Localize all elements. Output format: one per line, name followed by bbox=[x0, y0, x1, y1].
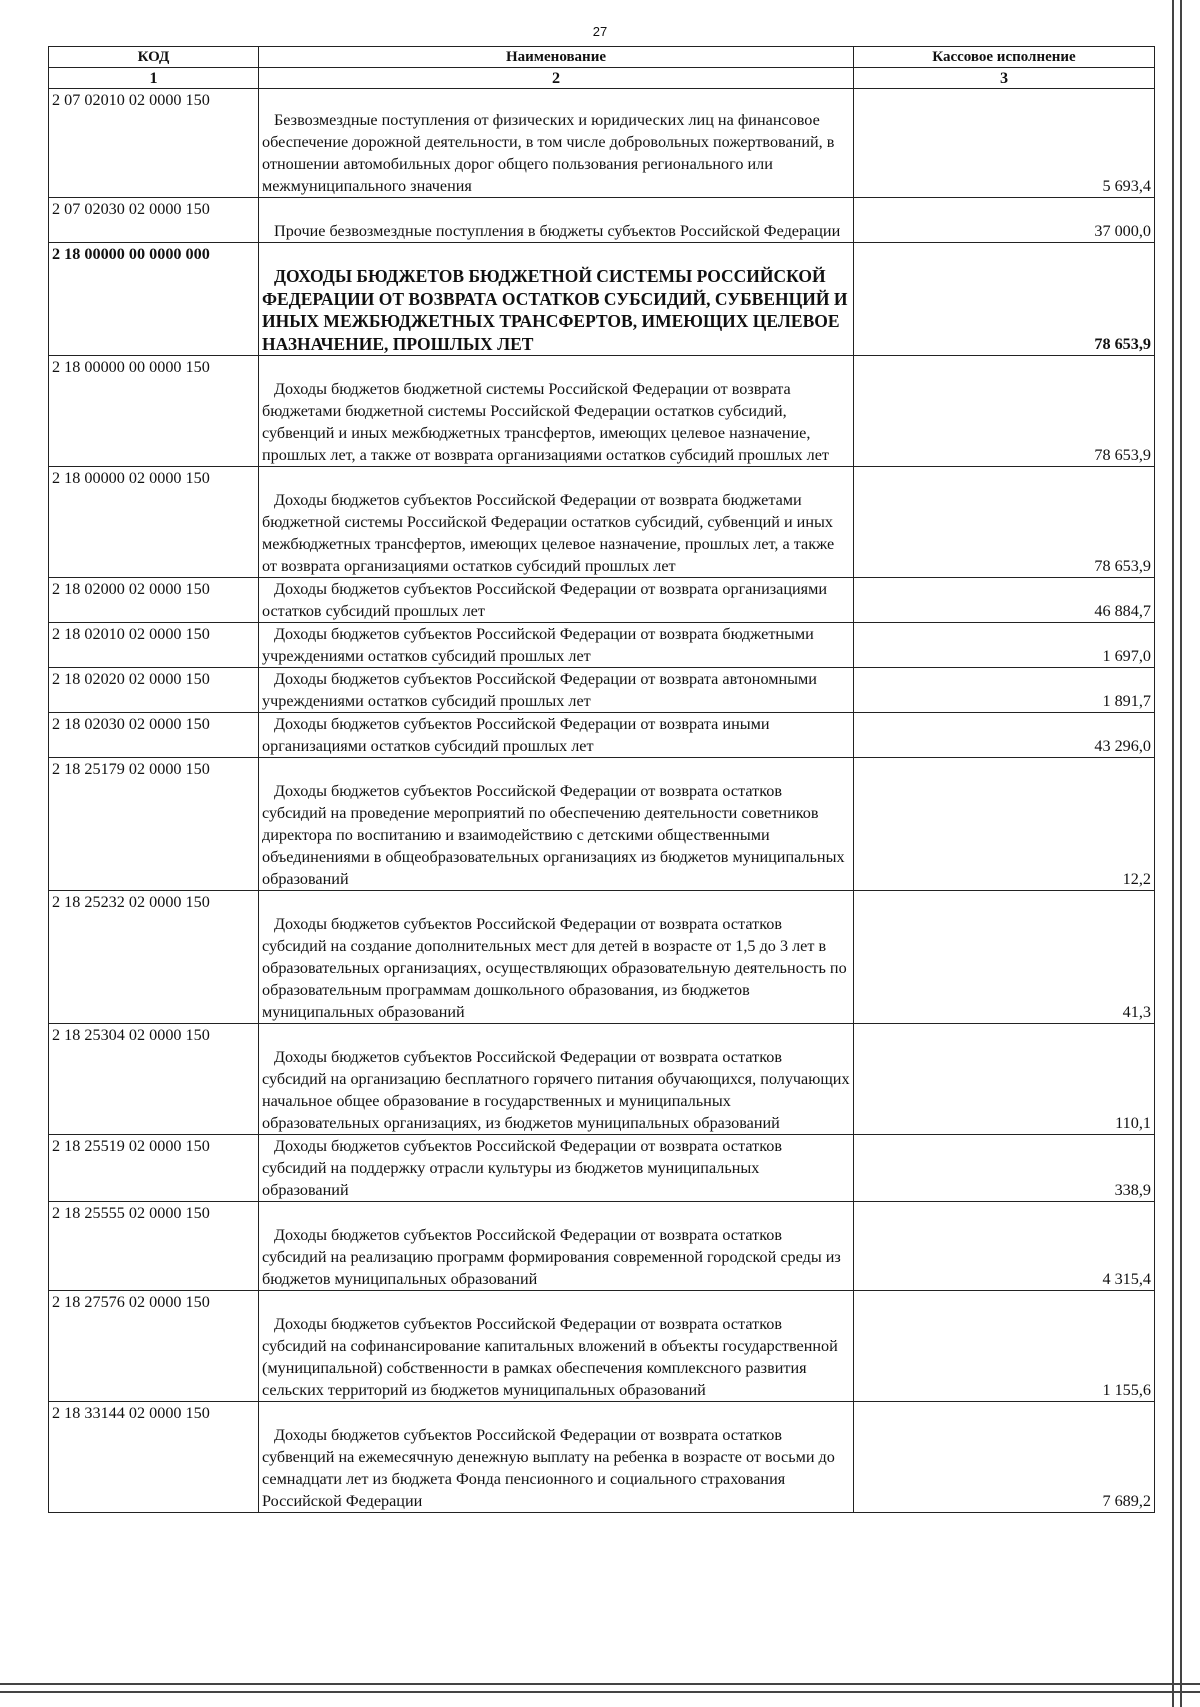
row-name bbox=[259, 1291, 854, 1402]
table-row bbox=[49, 89, 1155, 198]
revenue-table bbox=[48, 46, 1155, 1513]
row-name-text: Доходы бюджетов субъектов Российской Федерации от возврата остатков субвенций на ежемесячную денежную выплату на ребенка в возрасте от восьми до семнадцати лет из бюджета Фонда пенсионного и социального страхования Российской Федерации bbox=[262, 1426, 835, 1510]
column-number-3: 3 bbox=[854, 68, 1155, 89]
row-name-text: Доходы бюджетов субъектов Российской Федерации от возврата остатков субсидий на проведение мероприятий по обеспечению деятельности советников директора по воспитанию и взаимодействию с детскими общественными объединениями в общеобразовательных организациях из бюджетов муниципальных образований bbox=[262, 782, 845, 888]
row-name bbox=[259, 668, 854, 713]
row-name bbox=[259, 89, 854, 198]
row-code: 2 18 33144 02 0000 150 bbox=[49, 1402, 259, 1513]
page-bottom-border bbox=[0, 1683, 1200, 1693]
row-amount: 46 884,7 bbox=[854, 578, 1155, 623]
row-name bbox=[259, 243, 854, 356]
row-name bbox=[259, 1402, 854, 1513]
table-row bbox=[49, 578, 1155, 623]
column-number-1: 1 bbox=[49, 68, 259, 89]
row-code: 2 18 02030 02 0000 150 bbox=[49, 713, 259, 758]
row-name-text: Доходы бюджетов бюджетной системы Российской Федерации от возврата бюджетами бюджетной системы Российской Федерации остатков субсидий, субвенций и иных межбюджетных трансфертов, имеющих целевое назначение, прошлых лет, а также от возврата организациями остатков субсидий прошлых лет bbox=[262, 380, 829, 464]
table-row bbox=[49, 758, 1155, 891]
row-amount: 12,2 bbox=[854, 758, 1155, 891]
row-name-text: Доходы бюджетов субъектов Российской Федерации от возврата остатков субсидий на создание дополнительных мест для детей в возрасте от 1,5 до 3 лет в образовательных организациях, осуществляющих образовательную деятельность по образовательным программам дошкольного образования, из бюджетов муниципальных образований bbox=[262, 915, 847, 1021]
row-code: 2 07 02010 02 0000 150 bbox=[49, 89, 259, 198]
table-row-total bbox=[49, 243, 1155, 356]
row-amount: 41,3 bbox=[854, 891, 1155, 1024]
page-number: 27 bbox=[592, 24, 608, 39]
row-name-text: ДОХОДЫ БЮДЖЕТОВ БЮДЖЕТНОЙ СИСТЕМЫ РОССИЙСКОЙ ФЕДЕРАЦИИ ОТ ВОЗВРАТА ОСТАТКОВ СУБСИДИЙ, СУБВЕНЦИЙ И ИНЫХ МЕЖБЮДЖЕТНЫХ ТРАНСФЕРТОВ, ИМЕЮЩИХ ЦЕЛЕВОЕ НАЗНАЧЕНИЕ, ПРОШЛЫХ ЛЕТ bbox=[262, 266, 848, 354]
row-code: 2 18 25179 02 0000 150 bbox=[49, 758, 259, 891]
table-row bbox=[49, 467, 1155, 578]
row-amount: 338,9 bbox=[854, 1135, 1155, 1202]
row-amount: 110,1 bbox=[854, 1024, 1155, 1135]
table-row bbox=[49, 623, 1155, 668]
table-row bbox=[49, 198, 1155, 243]
row-code: 2 18 02020 02 0000 150 bbox=[49, 668, 259, 713]
row-name bbox=[259, 713, 854, 758]
row-amount: 37 000,0 bbox=[854, 198, 1155, 243]
row-amount: 43 296,0 bbox=[854, 713, 1155, 758]
row-name-text: Прочие безвозмездные поступления в бюджеты субъектов Российской Федерации bbox=[274, 222, 841, 240]
row-name bbox=[259, 1202, 854, 1291]
header-name: Наименование bbox=[259, 47, 854, 68]
row-name bbox=[259, 198, 854, 243]
row-name-text: Доходы бюджетов субъектов Российской Федерации от возврата остатков субсидий на поддержку отрасли культуры из бюджетов муниципальных образований bbox=[262, 1137, 782, 1199]
table-row bbox=[49, 1024, 1155, 1135]
row-code: 2 18 25519 02 0000 150 bbox=[49, 1135, 259, 1202]
row-code: 2 18 25232 02 0000 150 bbox=[49, 891, 259, 1024]
row-name bbox=[259, 356, 854, 467]
row-code: 2 18 00000 00 0000 150 bbox=[49, 356, 259, 467]
header-amount: Кассовое исполнение bbox=[854, 47, 1155, 68]
row-name-text: Доходы бюджетов субъектов Российской Федерации от возврата организациями остатков субсидий прошлых лет bbox=[262, 580, 828, 620]
row-amount: 78 653,9 bbox=[854, 243, 1155, 356]
column-number-2: 2 bbox=[259, 68, 854, 89]
table-row bbox=[49, 1291, 1155, 1402]
row-name-text: Доходы бюджетов субъектов Российской Федерации от возврата иными организациями остатков субсидий прошлых лет bbox=[262, 715, 770, 755]
row-name bbox=[259, 1024, 854, 1135]
row-code: 2 18 27576 02 0000 150 bbox=[49, 1291, 259, 1402]
row-code: 2 18 25555 02 0000 150 bbox=[49, 1202, 259, 1291]
row-amount: 78 653,9 bbox=[854, 467, 1155, 578]
table-row bbox=[49, 713, 1155, 758]
row-name-text: Доходы бюджетов субъектов Российской Федерации от возврата автономными учреждениями остатков субсидий прошлых лет bbox=[262, 670, 817, 710]
row-code: 2 07 02030 02 0000 150 bbox=[49, 198, 259, 243]
page-right-border bbox=[1172, 0, 1182, 1707]
table-row bbox=[49, 356, 1155, 467]
row-amount: 4 315,4 bbox=[854, 1202, 1155, 1291]
row-name bbox=[259, 467, 854, 578]
row-name bbox=[259, 623, 854, 668]
row-name-text: Доходы бюджетов субъектов Российской Федерации от возврата остатков субсидий на софинансирование капитальных вложений в объекты государственной (муниципальной) собственности в рамках обеспечения комплексного развития сельских территорий из бюджетов муниципальных образований bbox=[262, 1315, 838, 1399]
row-name bbox=[259, 891, 854, 1024]
row-code: 2 18 02000 02 0000 150 bbox=[49, 578, 259, 623]
row-amount: 7 689,2 bbox=[854, 1402, 1155, 1513]
table-header-row bbox=[49, 47, 1155, 68]
table-row bbox=[49, 1202, 1155, 1291]
row-amount: 1 155,6 bbox=[854, 1291, 1155, 1402]
row-name bbox=[259, 758, 854, 891]
row-code: 2 18 00000 02 0000 150 bbox=[49, 467, 259, 578]
row-code: 2 18 25304 02 0000 150 bbox=[49, 1024, 259, 1135]
table-row bbox=[49, 668, 1155, 713]
row-code: 2 18 00000 00 0000 000 bbox=[49, 243, 259, 356]
row-name-text: Безвозмездные поступления от физических и юридических лиц на финансовое обеспечение дорожной деятельности, в том числе добровольных пожертвований, в отношении автомобильных дорог общего пользования регионального или межмуниципального значения bbox=[262, 111, 835, 195]
row-name-text: Доходы бюджетов субъектов Российской Федерации от возврата бюджетами бюджетной системы Российской Федерации остатков субсидий, субвенций и иных межбюджетных трансфертов, имеющих целевое назначение, прошлых лет, а также от возврата организациями остатков субсидий прошлых лет bbox=[262, 491, 835, 575]
row-amount: 78 653,9 bbox=[854, 356, 1155, 467]
row-amount: 5 693,4 bbox=[854, 89, 1155, 198]
table-row bbox=[49, 891, 1155, 1024]
column-number-row bbox=[49, 68, 1155, 89]
table-row bbox=[49, 1135, 1155, 1202]
row-name-text: Доходы бюджетов субъектов Российской Федерации от возврата бюджетными учреждениями остатков субсидий прошлых лет bbox=[262, 625, 814, 665]
row-amount: 1 891,7 bbox=[854, 668, 1155, 713]
row-name-text: Доходы бюджетов субъектов Российской Федерации от возврата остатков субсидий на организацию бесплатного горячего питания обучающихся, получающих начальное общее образование в государственных и муниципальных образовательных организациях, из бюджетов муниципальных образований bbox=[262, 1048, 850, 1132]
header-code: КОД bbox=[49, 47, 259, 68]
row-amount: 1 697,0 bbox=[854, 623, 1155, 668]
table-row bbox=[49, 1402, 1155, 1513]
row-name-text: Доходы бюджетов субъектов Российской Федерации от возврата остатков субсидий на реализацию программ формирования современной городской среды из бюджетов муниципальных образований bbox=[262, 1226, 841, 1288]
row-name bbox=[259, 1135, 854, 1202]
row-code: 2 18 02010 02 0000 150 bbox=[49, 623, 259, 668]
row-name bbox=[259, 578, 854, 623]
